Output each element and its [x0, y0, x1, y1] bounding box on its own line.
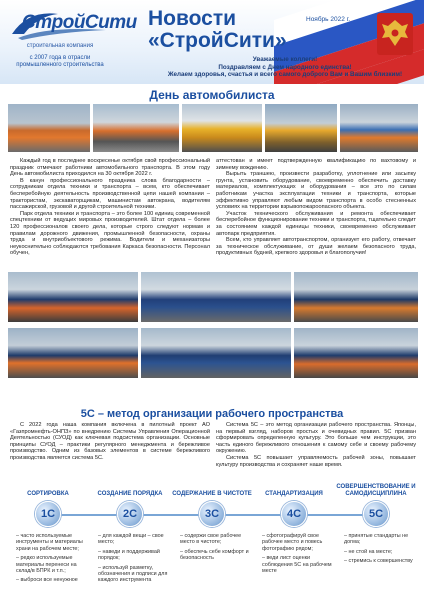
newsletter-header [0, 0, 424, 84]
newsletter-title [148, 8, 287, 52]
step-4s [254, 474, 334, 596]
step-title: СОЗДАНИЕ ПОРЯДКА [97, 491, 163, 497]
title-line-1: Новости [148, 7, 237, 30]
russian-coat-of-arms-icon [376, 12, 414, 56]
greeting-line-1: Уважаемые коллеги! [252, 56, 318, 63]
step-title: СТАНДАРТИЗАЦИЯ [265, 491, 323, 497]
logo-since: с 2007 года в отрасли промышленного строительства [16, 55, 104, 68]
logo-name: СтройСити [22, 12, 137, 33]
step-3s [172, 474, 252, 596]
step-badge: 3С [199, 501, 225, 527]
photo-team-6 [294, 328, 418, 378]
step-title: СОРТИРОВКА [27, 491, 69, 497]
step-item: – часто используемые инструменты и материалы храни на рабочем месте; [16, 533, 83, 552]
step-badge: 4С [281, 501, 307, 527]
paragraph: аттестован и имеет подтвержденную квалификацию по вахтовому и зимнему вождению. [216, 158, 416, 171]
photo-truck-fleet [93, 104, 179, 152]
step-badge: 2С [117, 501, 143, 527]
step-item: – веди лист оценки соблюдения 5С на рабочем месте [262, 555, 332, 575]
step-item: – принятые стандарты не догма; [344, 533, 409, 546]
paragraph: Система 5С повышает управляемость рабочей зоны, повышает культуру производства и сохраняет наше время. [216, 454, 416, 468]
photo-equipment [340, 104, 418, 152]
photo-crane [182, 104, 262, 152]
photo-team-1 [8, 272, 138, 322]
greeting-line-3: Желаем здоровья, счастья и всего самого доброго Вам и Вашим близким! [167, 71, 403, 78]
step-title: СОДЕРЖАНИЕ В ЧИСТОТЕ [172, 491, 252, 497]
car-day-text-col2 [216, 158, 416, 257]
step-5s [336, 474, 416, 596]
step-item: – наведи и поддерживай порядок; [98, 548, 160, 562]
photo-excavator [265, 104, 337, 152]
photo-team-3 [294, 272, 418, 322]
step-badge: 1С [35, 501, 61, 527]
step-1s [8, 474, 88, 596]
step-item: – стремись к совершенству [344, 558, 413, 565]
title-line-2: «СтройСити» [148, 29, 287, 52]
photo-team-2 [141, 272, 291, 322]
holiday-greeting [150, 56, 420, 79]
step-title: СОВЕРШЕНСТВОВАНИЕ И САМОДИСЦИПЛИНА [336, 484, 416, 497]
step-item: – используй разметку, обозначения и подписи для каждого инструмента [98, 564, 168, 584]
paragraph: Система 5С – это метод организации рабочего пространства. Японцы, на первый взгляд, наборов простых и очевидных правил. 5С призван сформировать определенную культуру. Это больше чем инструкции, это часть единого бережливого отношения к самому себе и своему рабочему окружению. [216, 422, 416, 455]
car-day-text-col1 [10, 158, 210, 257]
paragraph: Парк отдела техники и транспорта – это более 100 единиц современной спецтехники от ведущих мировых производителей. Штат отдела – более 120 профессионалов своего дела, которые строго следуют нормам и правилам дорожного движения, промышленной безопасности, охраны труда и внутриобъектового режима. Водители и механизаторы неукоснительно соблюдаются требования Каркаса безопасности. Персонал обучен, [10, 210, 210, 257]
paragraph: Каждый год в последнее воскресенье октября свой профессиональный праздник отмечают работники автомобильного транспорта. В этом году День автомобилиста приходился на 30 октября 2022 г. [10, 158, 210, 178]
company-logo [8, 8, 137, 69]
step-item: – содержи свое рабочее место в чистоте; [180, 533, 242, 546]
paragraph: В канун профессионального праздника слова благодарности – сотрудникам отдела техники и транспорта – всем, кто обеспечивает бесперебойную деятельность производственной цепи нашей компании – трактористам, экскаваторщикам, машинистам автокрана, водителям пассажирской, грузовой и другой строительной техники. [10, 177, 210, 211]
step-item: – редко используемые материалы перенеси на склад/в БПРК и т.п.; [16, 555, 77, 575]
paragraph: Участок технического обслуживания и ремонта обеспечивает бесперебойное функционирование техники и транспорта, тщательно следит за состоянием каждой единицы техники, своевременно обслуживает автопарк предприятия. [216, 210, 416, 237]
5s-text-col1 [10, 422, 210, 462]
step-badge: 5С [363, 501, 389, 527]
team-photos-row [8, 272, 418, 378]
5s-text-col2 [216, 422, 416, 468]
section-title-5s: 5С – метод организации рабочего пространства [80, 408, 344, 420]
step-item: – выброси все ненужное [16, 577, 78, 584]
paragraph: С 2022 года наша компания включена в пилотный проект АО «Газпромнефть-ОНПЗ» по внедрению Системы Управления Операционной Деятельностью (СУОД) как ключевая подсистема организации. Основные принципы СУОД – практики регулярного менеджмента и бережливое производство. Одним из базовых элементов в системе бережливого производства является система 5С. [10, 422, 210, 461]
step-item: – обеспечь себе комфорт и безопасность [180, 548, 249, 562]
photo-trucks [8, 104, 90, 152]
issue-date: Ноябрь 2022 г. [306, 16, 351, 23]
step-item: – сфотографируй свое рабочее место и повесь фотографию рядом; [262, 533, 323, 552]
paragraph: Вырыть траншею, произвести разработку, уплотнение или засыпку грунта, установить оборудование, своевременно обеспечить доставку материалов, комплектующих и оборудования – все это по силам работникам участка эксплуатации техники и транспорта, которые эффективно управляют любым видом транспорта в особо стесненных условиях на территории взрывопожароопасного объекта. [216, 171, 416, 211]
step-2s [90, 474, 170, 596]
vehicle-photos-row [8, 104, 418, 152]
photo-team-5 [141, 328, 291, 378]
photo-team-4 [8, 328, 138, 378]
logo-subtitle: строительная компания [26, 43, 94, 49]
greeting-line-2: Поздравляем с Днем народного единства! [218, 63, 352, 71]
section-title-car-day: День автомобилиста [149, 88, 275, 102]
step-item: – для каждой вещи – свое место; [98, 533, 164, 546]
paragraph: Всем, кто управляет автотранспортом, организует его работу, отвечает за техническое обслуживание, от души желаем безопасного труда, продуктивных будней, крепкого здоровья и благополучия! [216, 237, 416, 257]
5s-steps [8, 474, 418, 596]
step-item: – не стой на месте; [344, 548, 393, 555]
